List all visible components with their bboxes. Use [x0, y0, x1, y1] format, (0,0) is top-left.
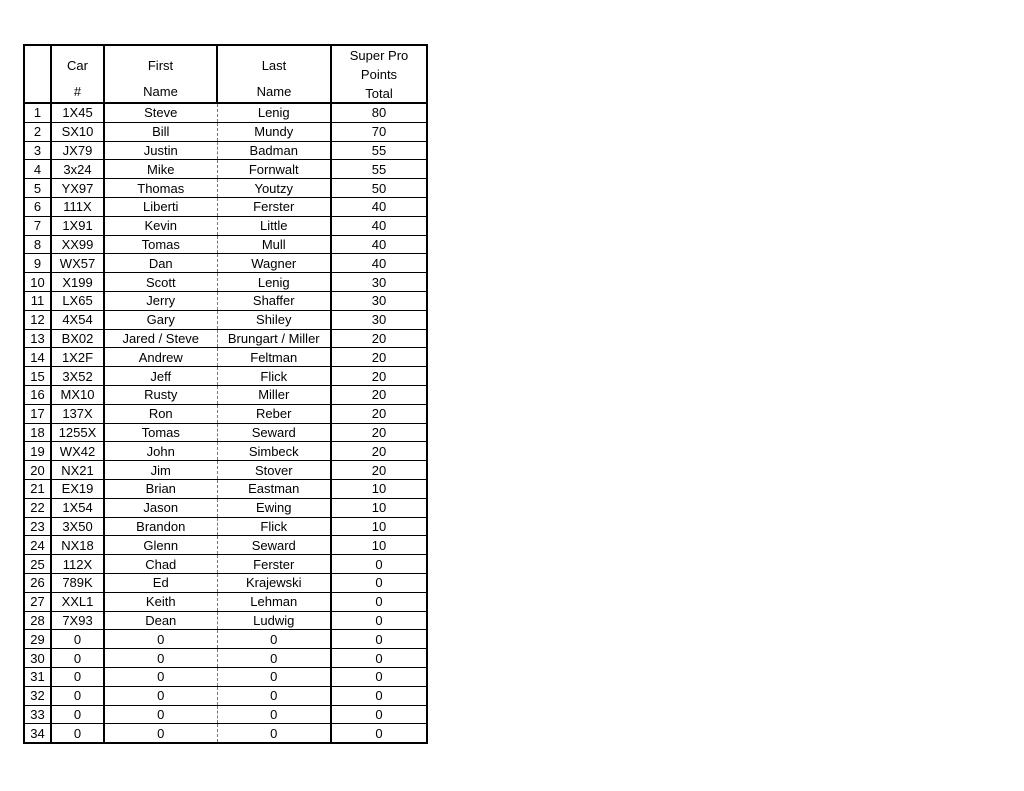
- last-name-cell: Simbeck: [217, 442, 331, 461]
- table-row: [24, 179, 427, 198]
- last-name-cell: Ferster: [217, 197, 331, 216]
- points-cell: 30: [331, 310, 427, 329]
- car-number-cell: X199: [51, 273, 104, 292]
- table-row: [24, 592, 427, 611]
- first-name-cell: John: [104, 442, 217, 461]
- first-name-cell: 0: [104, 705, 217, 724]
- rank-cell: 23: [24, 517, 51, 536]
- table-row: [24, 686, 427, 705]
- header-last-name: [217, 45, 331, 103]
- first-name-cell: Ron: [104, 404, 217, 423]
- last-name-cell: Shaffer: [217, 291, 331, 310]
- car-number-cell: 3X52: [51, 367, 104, 386]
- header-car-line1: Car: [67, 58, 88, 73]
- table-row: [24, 122, 427, 141]
- rank-cell: 12: [24, 310, 51, 329]
- rank-cell: 16: [24, 385, 51, 404]
- points-cell: 20: [331, 367, 427, 386]
- first-name-cell: Tomas: [104, 423, 217, 442]
- rank-cell: 24: [24, 536, 51, 555]
- last-name-cell: 0: [217, 705, 331, 724]
- car-number-cell: 789K: [51, 573, 104, 592]
- car-number-cell: LX65: [51, 291, 104, 310]
- rank-cell: 21: [24, 479, 51, 498]
- points-cell: 20: [331, 329, 427, 348]
- header-first-line2: Name: [143, 84, 178, 99]
- header-last-line1: Last: [261, 58, 287, 73]
- header-first-name: [104, 45, 217, 103]
- header-car-line2: #: [73, 84, 82, 99]
- last-name-cell: 0: [217, 649, 331, 668]
- table-row: [24, 348, 427, 367]
- first-name-cell: Gary: [104, 310, 217, 329]
- points-cell: 0: [331, 686, 427, 705]
- car-number-cell: 1255X: [51, 423, 104, 442]
- first-name-cell: Tomas: [104, 235, 217, 254]
- last-name-cell: Flick: [217, 517, 331, 536]
- first-name-cell: Mike: [104, 160, 217, 179]
- points-cell: 0: [331, 611, 427, 630]
- car-number-cell: JX79: [51, 141, 104, 160]
- last-name-cell: Mundy: [217, 122, 331, 141]
- points-cell: 70: [331, 122, 427, 141]
- car-number-cell: 3X50: [51, 517, 104, 536]
- points-cell: 30: [331, 291, 427, 310]
- last-name-cell: Wagner: [217, 254, 331, 273]
- rank-cell: 20: [24, 461, 51, 480]
- car-number-cell: MX10: [51, 385, 104, 404]
- car-number-cell: 111X: [51, 197, 104, 216]
- table-row: [24, 461, 427, 480]
- table-row: [24, 385, 427, 404]
- last-name-cell: 0: [217, 630, 331, 649]
- last-name-cell: Lenig: [217, 103, 331, 122]
- rank-cell: 33: [24, 705, 51, 724]
- table-row: [24, 254, 427, 273]
- last-name-cell: Reber: [217, 404, 331, 423]
- table-row: [24, 555, 427, 574]
- header-first-line1: First: [147, 58, 174, 73]
- last-name-cell: Mull: [217, 235, 331, 254]
- points-cell: 80: [331, 103, 427, 122]
- table-row: [24, 103, 427, 122]
- table-row: [24, 273, 427, 292]
- car-number-cell: 112X: [51, 555, 104, 574]
- last-name-cell: Little: [217, 216, 331, 235]
- last-name-cell: Eastman: [217, 479, 331, 498]
- car-number-cell: 0: [51, 724, 104, 743]
- car-number-cell: NX21: [51, 461, 104, 480]
- rank-cell: 10: [24, 273, 51, 292]
- rank-cell: 29: [24, 630, 51, 649]
- table-row: [24, 724, 427, 743]
- points-cell: 0: [331, 573, 427, 592]
- rank-cell: 26: [24, 573, 51, 592]
- car-number-cell: XX99: [51, 235, 104, 254]
- table-row: [24, 197, 427, 216]
- rank-cell: 11: [24, 291, 51, 310]
- first-name-cell: Chad: [104, 555, 217, 574]
- first-name-cell: Steve: [104, 103, 217, 122]
- first-name-cell: Brandon: [104, 517, 217, 536]
- header-rank: [24, 45, 51, 103]
- first-name-cell: Jason: [104, 498, 217, 517]
- last-name-cell: 0: [217, 686, 331, 705]
- car-number-cell: 3x24: [51, 160, 104, 179]
- rank-cell: 32: [24, 686, 51, 705]
- header-points-line2: Points: [360, 67, 398, 82]
- car-number-cell: SX10: [51, 122, 104, 141]
- rank-cell: 7: [24, 216, 51, 235]
- points-cell: 40: [331, 254, 427, 273]
- car-number-cell: 0: [51, 667, 104, 686]
- last-name-cell: Flick: [217, 367, 331, 386]
- first-name-cell: Thomas: [104, 179, 217, 198]
- rank-cell: 3: [24, 141, 51, 160]
- table-row: [24, 517, 427, 536]
- table-row: [24, 423, 427, 442]
- rank-cell: 22: [24, 498, 51, 517]
- rank-cell: 2: [24, 122, 51, 141]
- rank-cell: 6: [24, 197, 51, 216]
- table-row: [24, 235, 427, 254]
- header-car: [51, 45, 104, 103]
- first-name-cell: Brian: [104, 479, 217, 498]
- car-number-cell: WX42: [51, 442, 104, 461]
- table-row: [24, 479, 427, 498]
- table-row: [24, 649, 427, 668]
- car-number-cell: 137X: [51, 404, 104, 423]
- table-row: [24, 367, 427, 386]
- points-cell: 0: [331, 649, 427, 668]
- table-row: [24, 667, 427, 686]
- first-name-cell: Jared / Steve: [104, 329, 217, 348]
- header-points: [331, 45, 427, 103]
- last-name-cell: Krajewski: [217, 573, 331, 592]
- rank-cell: 18: [24, 423, 51, 442]
- last-name-cell: Fornwalt: [217, 160, 331, 179]
- table-row: [24, 291, 427, 310]
- rank-cell: 17: [24, 404, 51, 423]
- rank-cell: 13: [24, 329, 51, 348]
- car-number-cell: BX02: [51, 329, 104, 348]
- first-name-cell: Scott: [104, 273, 217, 292]
- rank-cell: 5: [24, 179, 51, 198]
- first-name-cell: Bill: [104, 122, 217, 141]
- points-cell: 20: [331, 461, 427, 480]
- last-name-cell: Stover: [217, 461, 331, 480]
- table-row: [24, 442, 427, 461]
- car-number-cell: EX19: [51, 479, 104, 498]
- points-cell: 10: [331, 536, 427, 555]
- points-cell: 0: [331, 705, 427, 724]
- first-name-cell: 0: [104, 686, 217, 705]
- first-name-cell: Keith: [104, 592, 217, 611]
- rank-cell: 8: [24, 235, 51, 254]
- first-name-cell: 0: [104, 649, 217, 668]
- points-cell: 0: [331, 724, 427, 743]
- points-cell: 55: [331, 160, 427, 179]
- first-name-cell: Ed: [104, 573, 217, 592]
- rank-cell: 4: [24, 160, 51, 179]
- first-name-cell: Jim: [104, 461, 217, 480]
- last-name-cell: Ewing: [217, 498, 331, 517]
- points-cell: 55: [331, 141, 427, 160]
- first-name-cell: Jeff: [104, 367, 217, 386]
- first-name-cell: 0: [104, 724, 217, 743]
- points-cell: 20: [331, 404, 427, 423]
- points-cell: 0: [331, 555, 427, 574]
- rank-cell: 25: [24, 555, 51, 574]
- rank-cell: 19: [24, 442, 51, 461]
- car-number-cell: 4X54: [51, 310, 104, 329]
- points-cell: 20: [331, 423, 427, 442]
- table-row: [24, 216, 427, 235]
- first-name-cell: 0: [104, 667, 217, 686]
- last-name-cell: Seward: [217, 423, 331, 442]
- rank-cell: 34: [24, 724, 51, 743]
- car-number-cell: 0: [51, 649, 104, 668]
- last-name-cell: Lenig: [217, 273, 331, 292]
- header-last-line2: Name: [256, 84, 292, 99]
- car-number-cell: 1X91: [51, 216, 104, 235]
- table-row: [24, 310, 427, 329]
- points-cell: 40: [331, 197, 427, 216]
- last-name-cell: Brungart / Miller: [217, 329, 331, 348]
- points-cell: 40: [331, 216, 427, 235]
- car-number-cell: NX18: [51, 536, 104, 555]
- car-number-cell: 7X93: [51, 611, 104, 630]
- table-row: [24, 404, 427, 423]
- car-number-cell: WX57: [51, 254, 104, 273]
- last-name-cell: Youtzy: [217, 179, 331, 198]
- first-name-cell: 0: [104, 630, 217, 649]
- table-row: [24, 329, 427, 348]
- car-number-cell: 1X54: [51, 498, 104, 517]
- car-number-cell: 1X2F: [51, 348, 104, 367]
- points-cell: 10: [331, 517, 427, 536]
- first-name-cell: Liberti: [104, 197, 217, 216]
- car-number-cell: 0: [51, 630, 104, 649]
- rank-cell: 28: [24, 611, 51, 630]
- points-cell: 10: [331, 498, 427, 517]
- rank-cell: 15: [24, 367, 51, 386]
- first-name-cell: Glenn: [104, 536, 217, 555]
- last-name-cell: Lehman: [217, 592, 331, 611]
- points-cell: 0: [331, 630, 427, 649]
- rank-cell: 31: [24, 667, 51, 686]
- table-row: [24, 498, 427, 517]
- car-number-cell: 0: [51, 705, 104, 724]
- last-name-cell: Miller: [217, 385, 331, 404]
- table-row: [24, 160, 427, 179]
- first-name-cell: Rusty: [104, 385, 217, 404]
- last-name-cell: Shiley: [217, 310, 331, 329]
- table-row: [24, 141, 427, 160]
- first-name-cell: Kevin: [104, 216, 217, 235]
- table-row: [24, 705, 427, 724]
- standings-table: [23, 44, 428, 744]
- table-row: [24, 573, 427, 592]
- points-cell: 0: [331, 667, 427, 686]
- rank-cell: 27: [24, 592, 51, 611]
- first-name-cell: Justin: [104, 141, 217, 160]
- rank-cell: 14: [24, 348, 51, 367]
- points-cell: 40: [331, 235, 427, 254]
- last-name-cell: Seward: [217, 536, 331, 555]
- table-row: [24, 611, 427, 630]
- car-number-cell: XXL1: [51, 592, 104, 611]
- car-number-cell: 0: [51, 686, 104, 705]
- points-cell: 30: [331, 273, 427, 292]
- rank-cell: 1: [24, 103, 51, 122]
- points-cell: 50: [331, 179, 427, 198]
- last-name-cell: Ferster: [217, 555, 331, 574]
- last-name-cell: 0: [217, 667, 331, 686]
- header-points-line1: Super Pro: [349, 48, 409, 63]
- last-name-cell: 0: [217, 724, 331, 743]
- table-row: [24, 536, 427, 555]
- points-cell: 0: [331, 592, 427, 611]
- first-name-cell: Dan: [104, 254, 217, 273]
- last-name-cell: Feltman: [217, 348, 331, 367]
- points-cell: 20: [331, 385, 427, 404]
- first-name-cell: Dean: [104, 611, 217, 630]
- last-name-cell: Ludwig: [217, 611, 331, 630]
- header-points-line3: Total: [365, 86, 393, 101]
- points-cell: 20: [331, 348, 427, 367]
- car-number-cell: YX97: [51, 179, 104, 198]
- rank-cell: 30: [24, 649, 51, 668]
- points-cell: 20: [331, 442, 427, 461]
- car-number-cell: 1X45: [51, 103, 104, 122]
- rank-cell: 9: [24, 254, 51, 273]
- table-row: [24, 630, 427, 649]
- last-name-cell: Badman: [217, 141, 331, 160]
- header-row: [24, 45, 427, 103]
- first-name-cell: Andrew: [104, 348, 217, 367]
- table-body: [24, 103, 427, 743]
- first-name-cell: Jerry: [104, 291, 217, 310]
- points-cell: 10: [331, 479, 427, 498]
